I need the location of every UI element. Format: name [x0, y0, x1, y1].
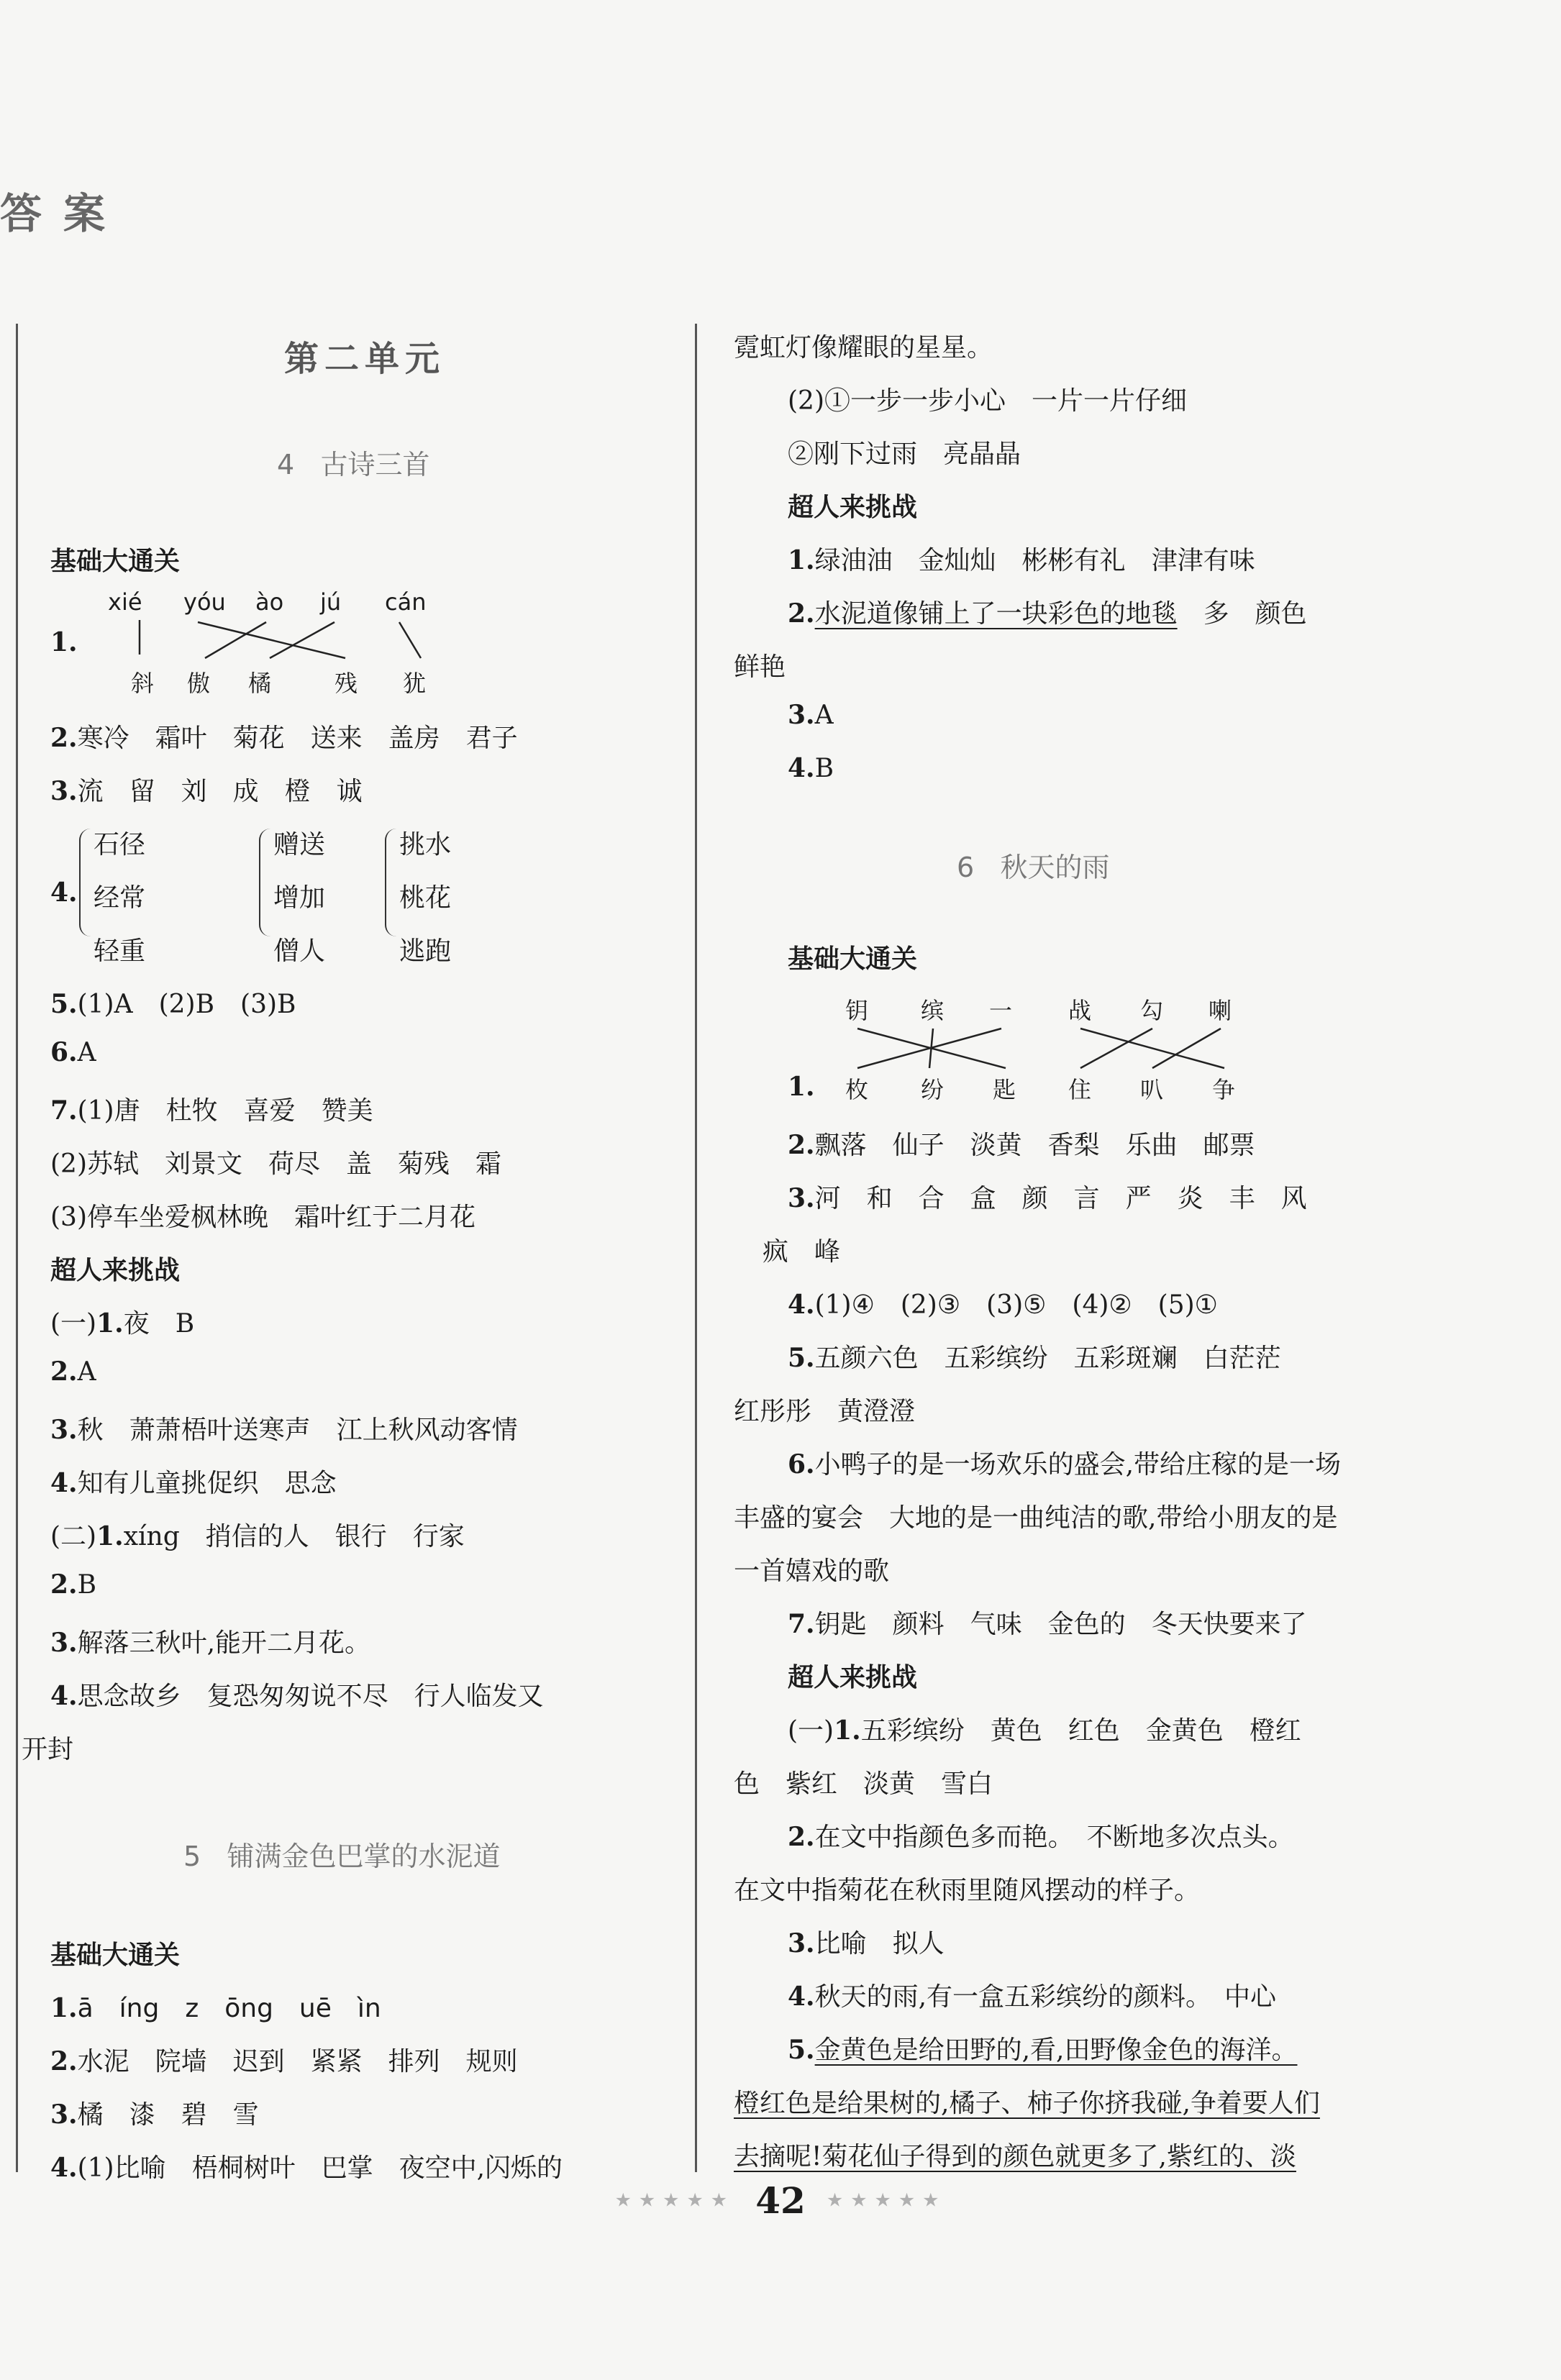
left-margin-rule: [16, 324, 18, 2172]
answer-line: 去摘呢!菊花仙子得到的颜色就更多了,紫红的、淡: [734, 2142, 1296, 2171]
pinyin-ao: ào: [255, 588, 284, 616]
answer-line: 5.五颜六色 五彩缤纷 五彩斑斓 白茫茫: [788, 1343, 1281, 1373]
page-number: 42: [755, 2179, 806, 2222]
answer-line: 色 紫红 淡黄 雪白: [734, 1769, 993, 1799]
answer-line: 2.飘落 仙子 淡黄 香梨 乐曲 邮票: [788, 1130, 1255, 1160]
answer-line: 鲜艳: [734, 652, 786, 682]
top-char: 缤: [921, 997, 945, 1024]
word: 逃跑: [399, 936, 452, 966]
section-label-challenge: 超人来挑战: [788, 1662, 918, 1692]
section-label-challenge: 超人来挑战: [788, 492, 918, 522]
answer-line: 3.秋 萧萧梧叶送寒声 江上秋风动客情: [50, 1415, 518, 1445]
answer-line: (一)1.夜 B: [50, 1308, 195, 1339]
lesson-title: 铺满金色巴掌的水泥道: [227, 1841, 501, 1872]
star-decoration-icon: ★★★★★: [614, 2189, 735, 2212]
bottom-char: 枚: [845, 1076, 869, 1103]
lesson-6-heading: [957, 845, 1109, 885]
lesson-number: 5: [183, 1841, 201, 1872]
word: 石径: [94, 830, 146, 860]
answer-line: 4.思念故乡 复恐匆匆说不尽 行人临发又: [50, 1681, 544, 1711]
answer-line: 4.(1)④ (2)③ (3)⑤ (4)② (5)①: [788, 1290, 1218, 1320]
answer-line: 霓虹灯像耀眼的星星。: [734, 333, 993, 363]
answer-line: 2.寒冷 霜叶 菊花 送来 盖房 君子: [50, 723, 518, 753]
char-xie: 斜: [131, 670, 155, 697]
pinyin-ju: jú: [320, 588, 342, 616]
answer-line: 7.(1)唐 杜牧 喜爱 赞美: [50, 1095, 373, 1126]
answer-line: ②刚下过雨 亮晶晶: [788, 439, 1021, 469]
answer-line: 1.绿油油 金灿灿 彬彬有礼 津津有味: [788, 545, 1255, 575]
char-ao: 傲: [187, 670, 211, 697]
answer-line: (3)停车坐爱枫林晚 霜叶红于二月花: [50, 1203, 475, 1232]
answer-line: 4.B: [788, 753, 834, 783]
page-header-title: 答案: [0, 189, 127, 238]
top-char: 勾: [1140, 997, 1164, 1024]
word: 增加: [273, 883, 326, 913]
lesson-4-heading: [277, 442, 429, 482]
top-char: 钥: [845, 997, 869, 1024]
char-ju: 橘: [248, 670, 272, 697]
lesson-title: 秋天的雨: [1000, 852, 1110, 883]
word: 赠送: [273, 830, 326, 860]
top-char: 喇: [1209, 997, 1232, 1024]
bottom-char: 叭: [1140, 1076, 1164, 1103]
brace-icon: [79, 829, 91, 936]
answer-line: 6.A: [50, 1037, 96, 1067]
answer-line: 2.B: [50, 1569, 97, 1600]
answer-line: 2.水泥道像铺上了一块彩色的地毯 多 颜色: [788, 598, 1307, 629]
char-can: 残: [334, 670, 358, 697]
answer-line: 在文中指菊花在秋雨里随风摆动的样子。: [734, 1876, 1201, 1905]
word: 轻重: [94, 936, 146, 966]
answer-line: (二)1.xíng 捎信的人 银行 行家: [50, 1521, 465, 1551]
answer-line: 5.金黄色是给田野的,看,田野像金色的海洋。: [788, 2035, 1298, 2065]
answer-line: 3.河 和 合 盒 颜 言 严 炎 丰 风: [788, 1183, 1307, 1213]
item-number: 1.: [50, 627, 78, 657]
item-number: 4.: [50, 877, 78, 908]
word: 僧人: [273, 936, 326, 966]
answer-line: 红彤彤 黄澄澄: [734, 1397, 916, 1426]
section-label-challenge: 超人来挑战: [50, 1255, 181, 1285]
answer-line: 丰盛的宴会 大地的是一曲纯洁的歌,带给小朋友的是: [734, 1503, 1338, 1533]
answer-line: 3.解落三秋叶,能开二月花。: [50, 1628, 371, 1658]
answer-line: 4.(1)比喻 梧桐树叶 巴掌 夜空中,闪烁的: [50, 2153, 563, 2183]
answer-line: 5.(1)A (2)B (3)B: [50, 989, 296, 1019]
answer-line: 2.在文中指颜色多而艳。 不断地多次点头。: [788, 1822, 1294, 1852]
word: 经常: [94, 883, 146, 913]
answer-line: 一首嬉戏的歌: [734, 1556, 890, 1586]
answer-line: 4.秋天的雨,有一盒五彩缤纷的颜料。 中心: [788, 1982, 1277, 2012]
match-line: [1080, 1029, 1224, 1068]
lesson-5-heading: [183, 1834, 500, 1874]
answer-line: 3.A: [788, 700, 834, 730]
section-label-basic: 基础大通关: [50, 546, 181, 576]
bottom-char: 纷: [921, 1076, 945, 1103]
lesson-number: 4: [277, 449, 295, 480]
item-number: 1.: [788, 1072, 815, 1102]
answer-line: 疯 峰: [763, 1237, 841, 1267]
bottom-char: 争: [1212, 1076, 1236, 1103]
unit-title: 第二单元: [284, 339, 446, 379]
answer-line: 2.水泥 院墙 迟到 紧紧 排列 规则: [50, 2046, 518, 2076]
match-line: [399, 622, 421, 658]
answer-line: 3.橘 漆 碧 雪: [50, 2099, 259, 2130]
lesson-number: 6: [957, 852, 975, 883]
page-footer: [0, 2179, 1561, 2222]
brace-icon: [385, 829, 396, 936]
section-label-basic: 基础大通关: [50, 1940, 181, 1970]
lesson-title: 古诗三首: [320, 449, 430, 480]
pinyin-you: yóu: [183, 588, 226, 616]
answer-line: 7.钥匙 颜料 气味 金色的 冬天快要来了: [788, 1609, 1307, 1639]
answer-line: (2)①一步一步小心 一片一片仔细: [788, 386, 1187, 416]
answer-line: 开封: [22, 1735, 74, 1764]
pinyin-can: cán: [385, 588, 427, 616]
pinyin-xie: xié: [108, 588, 142, 616]
bottom-char: 住: [1068, 1076, 1092, 1103]
top-char: 一: [989, 997, 1013, 1024]
answer-line: 1.ā íng z ōng uē ìn: [50, 1993, 381, 2023]
answer-line: 6.小鸭子的是一场欢乐的盛会,带给庄稼的是一场: [788, 1449, 1342, 1479]
match-line: [1080, 1029, 1152, 1068]
section-label-basic: 基础大通关: [788, 944, 918, 974]
answer-line: (2)苏轼 刘景文 荷尽 盖 菊残 霜: [50, 1149, 501, 1179]
word: 桃花: [399, 883, 452, 913]
column-divider: [695, 324, 697, 2172]
answer-line: 橙红色是给果树的,橘子、柿子你挤我碰,争着要人们: [734, 2089, 1320, 2118]
match-line: [1152, 1029, 1221, 1068]
bottom-char: 匙: [993, 1076, 1016, 1103]
match-line: [205, 622, 266, 658]
char-you: 犹: [403, 670, 427, 697]
answer-line: 3.比喻 拟人: [788, 1928, 945, 1959]
top-char: 战: [1068, 997, 1092, 1024]
char-match-lines: [734, 1025, 1280, 1075]
brace-icon: [259, 829, 270, 936]
answer-line: 3.流 留 刘 成 橙 诚: [50, 776, 363, 806]
answer-line: (一)1.五彩缤纷 黄色 红色 金黄色 橙红: [788, 1715, 1301, 1746]
word: 挑水: [399, 830, 452, 860]
answer-line: 2.A: [50, 1357, 96, 1387]
answer-line: 4.知有儿童挑促织 思念: [50, 1468, 337, 1498]
star-decoration-icon: ★★★★★: [826, 2189, 947, 2212]
